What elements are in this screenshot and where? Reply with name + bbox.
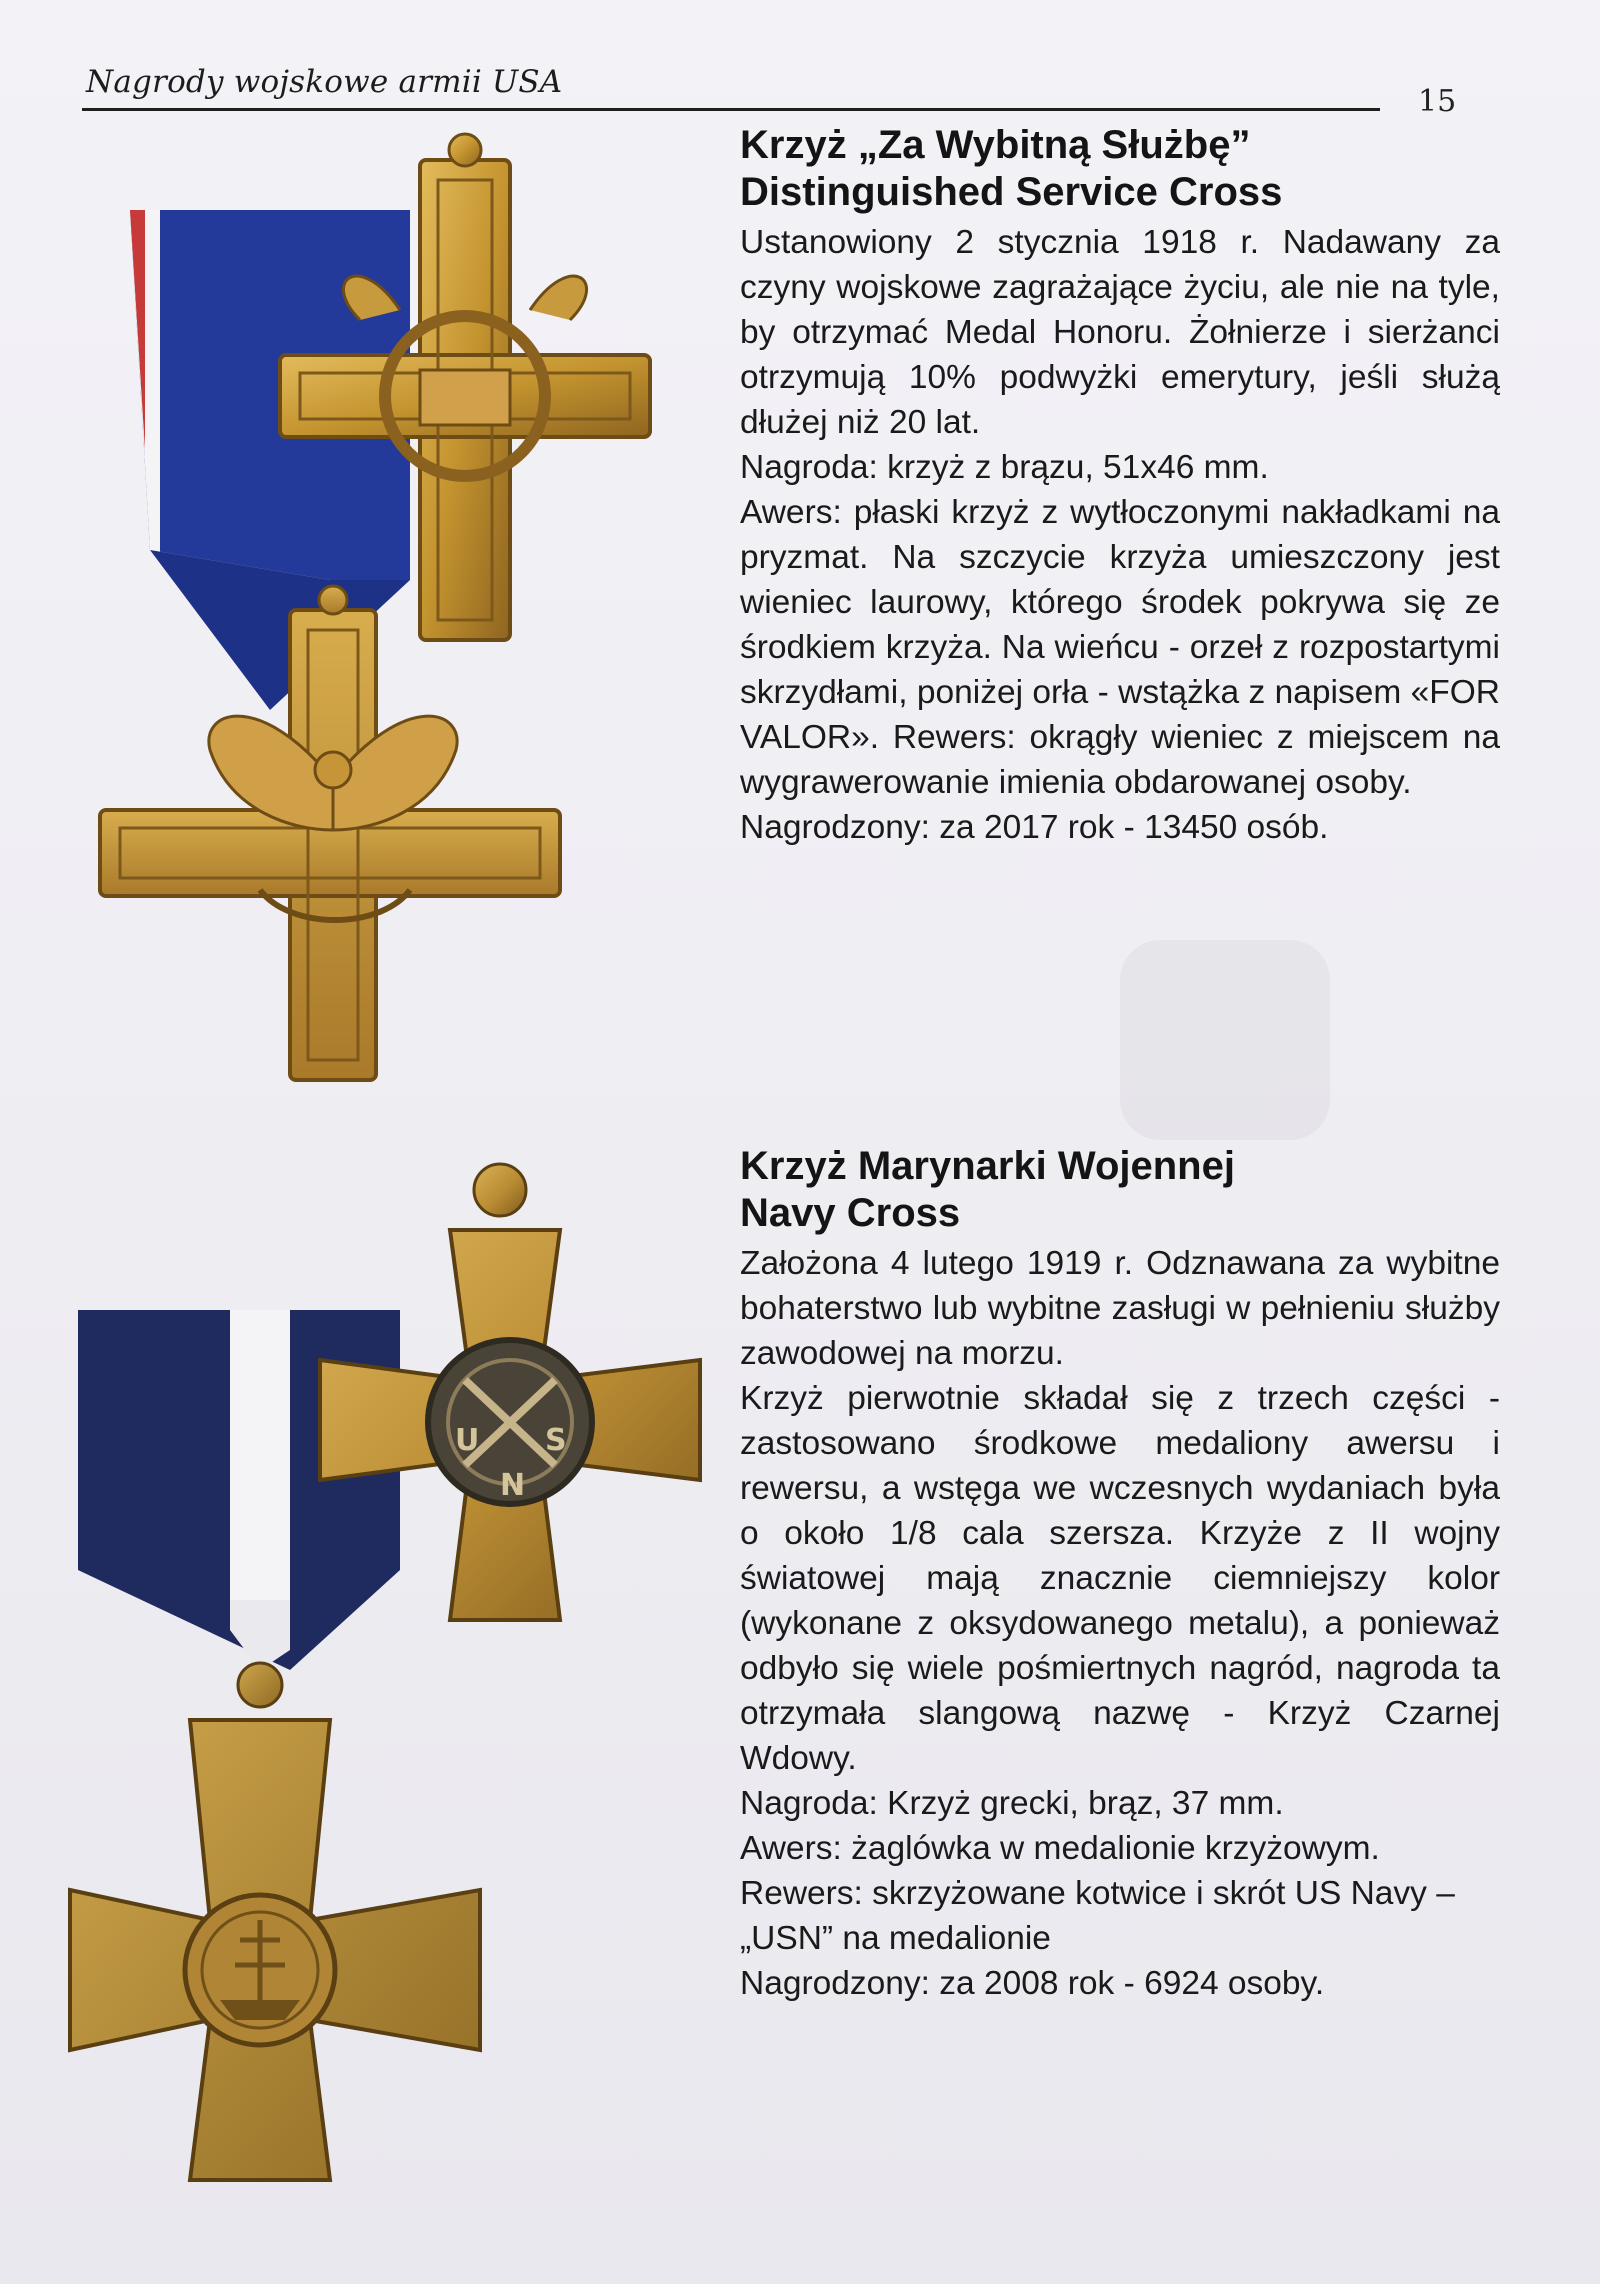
- running-header: Nagrody wojskowe armii USA: [86, 64, 563, 100]
- paragraph-obverse-reverse: Awers: płaski krzyż z wytłoczonymi nakładkami na pryzmat. Na szczycie krzyża umieszczony jest wieniec laurowy, którego środek pokrywa się ze środkiem krzyża. Na wieńcu - orzeł z rozpostartymi skrzydłami, poniżej orła - wstążka z napisem «FOR VALOR». Rewers: okrągły wieniec z miejscem na wygrawerowanie imienia obdarowanej osoby.: [740, 494, 1500, 801]
- reverse-letter-u: U: [455, 1423, 480, 1458]
- paragraph-description: Założona 4 lutego 1919 r. Odznawana za wybitne bohaterstwo lub wybitne zasługi w pełnieniu służby zawodowej na morzu.: [740, 1245, 1500, 1372]
- section-body: [740, 1241, 1500, 2006]
- title-english: Navy Cross: [740, 1191, 961, 1235]
- section-title: [740, 122, 1500, 216]
- paragraph-recipients: Nagrodzony: za 2008 rok - 6924 osoby.: [740, 1965, 1325, 2002]
- distinguished-service-cross-image: [90, 130, 740, 1110]
- section-title: [740, 1143, 1500, 1237]
- page-number: 15: [1418, 84, 1457, 119]
- title-polish: Krzyż Marynarki Wojennej: [740, 1144, 1235, 1188]
- section-distinguished-service-cross: [740, 122, 1500, 850]
- paragraph-award: Nagroda: Krzyż grecki, brąz, 37 mm.: [740, 1785, 1284, 1822]
- section-navy-cross: [740, 1143, 1500, 2006]
- title-english: Distinguished Service Cross: [740, 170, 1283, 214]
- title-polish: Krzyż „Za Wybitną Służbę”: [740, 123, 1251, 167]
- show-through-shadow: [1120, 940, 1330, 1140]
- paragraph-award: Nagroda: krzyż z brązu, 51x46 mm.: [740, 449, 1269, 486]
- paragraph-reverse: Rewers: skrzyżowane kotwice i skrót US Navy – „USN” na medalionie: [740, 1875, 1455, 1957]
- navy-cross-obverse: [70, 1663, 480, 2180]
- reverse-letter-n: N: [500, 1468, 526, 1503]
- paragraph-history: Krzyż pierwotnie składał się z trzech części - zastosowano środkowe medaliony awersu i rewersu, a wstęga we wczesnych wydaniach była o około 1/8 cala szersza. Krzyże z II wojny światowej mają znacznie ciemniejszy kolor (wykonane z oksydowanego metalu), a ponieważ odbyło się wiele pośmiertnych nagród, nagroda ta otrzymała slangową nazwę - Krzyż Czarnej Wdowy.: [740, 1380, 1500, 1777]
- reverse-letter-s: S: [545, 1423, 567, 1458]
- header-rule: [82, 108, 1380, 111]
- paragraph-obverse: Awers: żaglówka w medalionie krzyżowym.: [740, 1830, 1380, 1867]
- section-body: [740, 220, 1500, 850]
- paragraph-description: Ustanowiony 2 stycznia 1918 r. Nadawany za czyny wojskowe zagrażające życiu, ale nie na tyle, by otrzymać Medal Honoru. Żołnierze i sierżanci otrzymują 10% podwyżki emerytury, jeśli służą dłużej niż 20 lat.: [740, 224, 1500, 441]
- paragraph-recipients: Nagrodzony: za 2017 rok - 13450 osób.: [740, 809, 1329, 846]
- navy-cross-image: [60, 1150, 740, 2190]
- dsc-obverse-cross: [100, 586, 560, 1080]
